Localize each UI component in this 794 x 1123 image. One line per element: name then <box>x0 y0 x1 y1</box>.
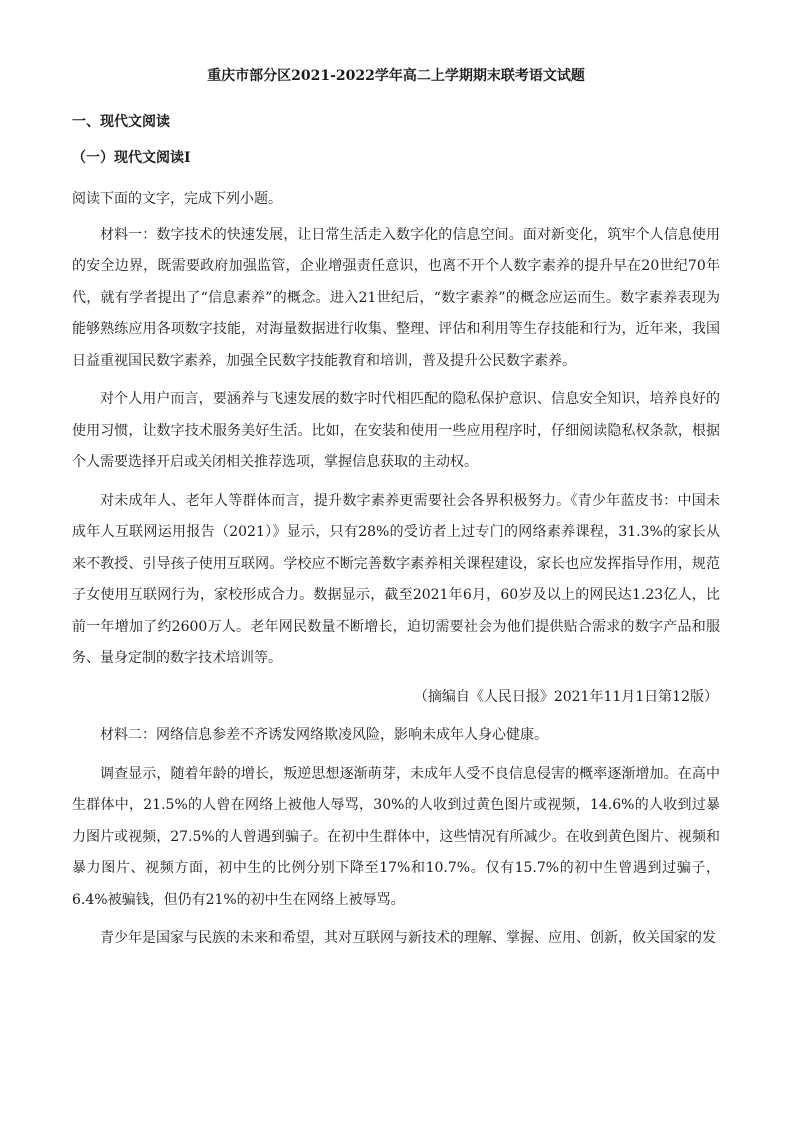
paragraph-survey: 调查显示，随着年龄的增长，叛逆思想逐渐萌芽，未成年人受不良信息侵害的概率逐渐增加。在高中生群体中，21.5%的人曾在网络上被他人辱骂，30%的人收到过黄色图片或视频，14.6%的人收到过暴力图片或视频，27.5%的人曾遇到骗子。在初中生群体中，这些情况有所减少。在收到黄色图片、视频和暴力图片、视频方面，初中生的比例分别下降至17%和10.7%。仅有15.7%的初中生曾遇到过骗子，6.4%被骗钱，但仍有21%的初中生在网络上被辱骂。 <box>72 765 720 908</box>
paragraph-individual-users: 对个人用户而言，要涵养与飞速发展的数字时代相匹配的隐私保护意识、信息安全知识，培养良好的使用习惯，让数字技术服务美好生活。比如，在安装和使用一些应用程序时，仔细阅读隐私权条款，根据个人需要选择开启或关闭相关推荐选项，掌握信息获取的主动权。 <box>72 391 720 470</box>
paragraph-minors-elderly: 对未成年人、老年人等群体而言，提升数字素养更需要社会各界积极努力。《青少年蓝皮书：中国未成年人互联网运用报告（2021）》显示，只有28%的受访者上过专门的网络素养课程，31.3%的家长从来不教授、引导孩子使用互联网。学校应不断完善数字素养相关课程建设，家长也应发挥指导作用，规范子女使用互联网行为，家校形成合力。数据显示，截至2021年6月，60岁及以上的网民达1.23亿人，比前一年增加了约2600万人。老年网民数量不断增长，迫切需要社会为他们提供贴合需求的数字产品和服务、量身定制的数字技术培训等。 <box>72 492 720 666</box>
paragraph-material-2: 材料二：网络信息参差不齐诱发网络欺凌风险，影响未成年人身心健康。 <box>100 727 548 743</box>
source-citation: （摘编自《人民日报》2021年11月1日第12版） <box>413 688 718 705</box>
section-heading-modern-reading: 一、现代文阅读 <box>72 114 170 130</box>
paragraph-youth: 青少年是国家与民族的未来和希望，其对互联网与新技术的理解、掌握、应用、创新，攸关国家的发 <box>100 930 716 946</box>
instruction-text: 阅读下面的文字，完成下列小题。 <box>72 191 282 207</box>
document-title: 重庆市部分区2021-2022学年高二上学期期末联考语文试题 <box>207 68 585 84</box>
paragraph-material-1: 材料一：数字技术的快速发展，让日常生活走入数字化的信息空间。面对新变化，筑牢个人信息使用的安全边界，既需要政府加强监管，企业增强责任意识，也离不开个人数字素养的提升早在20世纪70年代，就有学者提出了“信息素养”的概念。进入21世纪后，“数字素养”的概念应运而生。数字素养表现为能够熟练应用各项数字技能，对海量数据进行收集、整理、评估和利用等生存技能和行为，近年来，我国日益重视国民数字素养，加强全民数字技能教育和培训，普及提升公民数字素养。 <box>72 226 720 369</box>
document-page <box>72 66 720 962</box>
subsection-heading-reading-1: （一）现代文阅读Ⅰ <box>72 150 191 166</box>
